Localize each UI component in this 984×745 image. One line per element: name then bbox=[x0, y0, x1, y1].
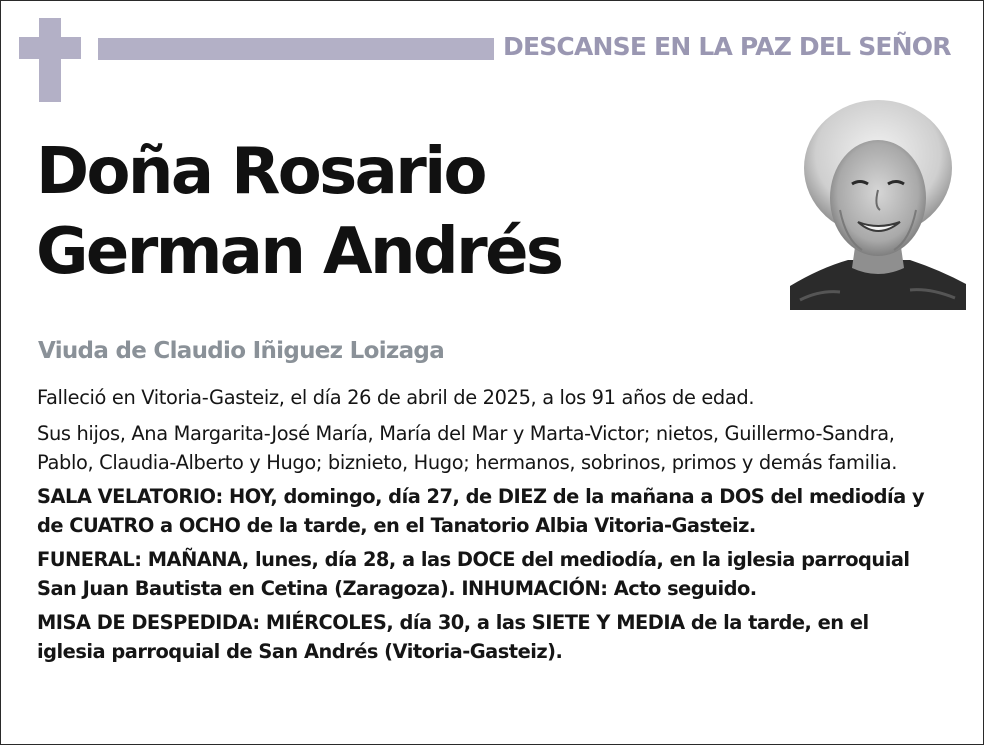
portrait-photo bbox=[790, 100, 966, 310]
header-rule bbox=[98, 38, 494, 60]
obituary-body bbox=[37, 383, 937, 671]
death-notice: Falleció en Vitoria-Gasteiz, el día 26 de abril de 2025, a los 91 años de edad. bbox=[37, 386, 755, 409]
widow-subtitle: Viuda de Claudio Iñiguez Loizaga bbox=[38, 338, 445, 364]
name-line-1: Doña Rosario bbox=[36, 135, 485, 209]
cross-icon-bar bbox=[19, 37, 81, 59]
farewell-mass-info: MISA DE DESPEDIDA: MIÉRCOLES, día 30, a las SIETE Y MEDIA de la tarde, en el iglesia parroquial de San Andrés (Vitoria-Gasteiz). bbox=[37, 611, 869, 663]
portrait-image bbox=[790, 100, 966, 310]
name-line-2: German Andrés bbox=[36, 215, 562, 289]
header-title: DESCANSE EN LA PAZ DEL SEÑOR bbox=[503, 32, 951, 61]
wake-info: SALA VELATORIO: HOY, domingo, día 27, de DIEZ de la mañana a DOS del mediodía y de CUATRO a OCHO de la tarde, en el Tanatorio Albia Vitoria-Gasteiz. bbox=[37, 485, 925, 537]
funeral-info: FUNERAL: MAÑANA, lunes, día 28, a las DOCE del mediodía, en la iglesia parroquial San Juan Bautista en Cetina (Zaragoza). INHUMACIÓN: Acto seguido. bbox=[37, 548, 910, 600]
family-list: Sus hijos, Ana Margarita-José María, María del Mar y Marta-Victor; nietos, Guillermo-Sandra, Pablo, Claudia-Alberto y Hugo; biznieto, Hugo; hermanos, sobrinos, primos y demás familia. bbox=[37, 422, 898, 474]
deceased-name bbox=[36, 132, 776, 292]
cross-icon bbox=[39, 18, 61, 102]
